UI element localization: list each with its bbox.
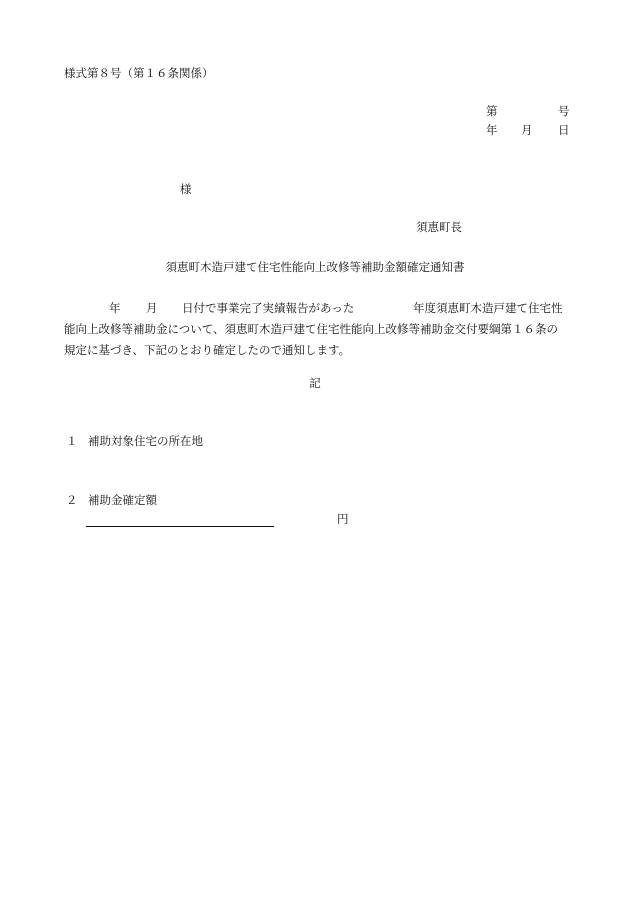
issuer-title: 須恵町長 — [416, 220, 462, 234]
amount-unit: 円 — [337, 512, 349, 526]
addressee-honorific: 様 — [180, 182, 192, 196]
body-year: 年 — [109, 301, 121, 315]
item-number: ２ — [66, 493, 78, 507]
body-paragraph — [64, 298, 570, 361]
item-number: １ — [66, 434, 78, 448]
form-label: 様式第８号（第１６条関係） — [64, 66, 214, 80]
number-prefix: 第 — [486, 104, 498, 118]
item-label: 補助対象住宅の所在地 — [88, 434, 203, 448]
ki-heading: 記 — [309, 376, 321, 390]
number-suffix: 号 — [558, 104, 570, 118]
body-line-2: 能向上改修等補助金について、須恵町木造戸建て住宅性能向上改修等補助金交付要綱第１６条の — [64, 322, 559, 336]
body-month: 月 — [146, 301, 158, 315]
date-month: 月 — [521, 123, 533, 137]
body-line-3: 規定に基づき、下記のとおり確定したので通知します。 — [64, 343, 351, 357]
item-address — [66, 436, 203, 448]
body-line-1-a: 日付で事業完了実績報告があった — [182, 301, 355, 315]
item-label: 補助金確定額 — [88, 493, 157, 507]
document-title: 須恵町木造戸建て住宅性能向上改修等補助金額確定通知書 — [165, 260, 465, 274]
item-amount — [66, 495, 157, 507]
date-year: 年 — [486, 123, 498, 137]
body-line-1 — [64, 298, 570, 319]
amount-underline-field — [86, 512, 349, 527]
date-day: 日 — [558, 123, 570, 137]
body-line-1-b: 年度須恵町木造戸建て住宅性 — [413, 301, 563, 315]
